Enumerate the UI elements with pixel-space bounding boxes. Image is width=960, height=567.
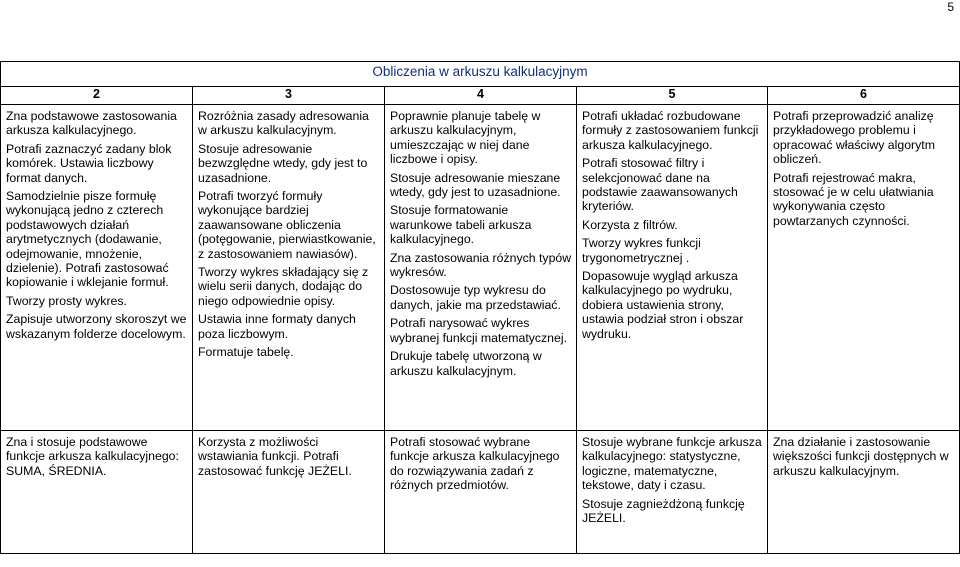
- table-cell: [385, 431, 577, 554]
- requirement-text: Stosuje adresowanie bezwzględne wtedy, gdy jest to uzasadnione.: [198, 141, 368, 185]
- grade-header: 2: [1, 87, 193, 105]
- grade-header: 6: [768, 87, 960, 105]
- table-title-cell: [1, 62, 960, 87]
- table-cell: [577, 431, 768, 554]
- requirement-text: Tworzy prosty wykres.: [6, 293, 127, 308]
- table-cell: [1, 431, 193, 554]
- requirement-text: Potrafi rejestrować makra, stosować je w celu ułatwiania wykonywania często powtarzanych czynności.: [773, 170, 934, 228]
- requirement-text: Korzysta z możliwości wstawiania funkcji. Potrafi zastosować funkcję JEŻELI.: [198, 435, 352, 478]
- table-cell: [768, 105, 960, 431]
- requirement-text: Zna podstawowe zastosowania arkusza kalkulacyjnego.: [6, 109, 177, 138]
- requirement-text: Zna zastosowania różnych typów wykresów.: [390, 250, 572, 280]
- requirement-text: Potrafi stosować wybrane funkcje arkusza kalkulacyjnego do rozwiązywania zadań z różnych przedmiotów.: [390, 435, 560, 493]
- grade-header: 4: [385, 87, 577, 105]
- requirement-text: Stosuje adresowanie mieszane wtedy, gdy jest to uzasadnione.: [390, 170, 561, 200]
- requirement-text: Poprawnie planuje tabelę w arkuszu kalkulacyjnym, umieszczając w niej dane liczbowe i opisy.: [390, 109, 541, 167]
- table-cell: [577, 105, 768, 431]
- requirement-text: Zna działanie i zastosowanie większości funkcji dostępnych w arkuszu kalkulacyjnym.: [773, 435, 949, 478]
- table-row: [1, 105, 960, 431]
- requirement-text: Dopasowuje wygląd arkusza kalkulacyjnego po wydruku, dobiera ustawienia strony, ustawia podział stron i obszar wydruku.: [582, 269, 744, 341]
- requirement-text: Korzysta z filtrów.: [582, 217, 678, 232]
- table-title-row: [1, 62, 960, 87]
- table-cell: [1, 105, 193, 431]
- table-cell: [193, 431, 385, 554]
- requirement-text: Potrafi układać rozbudowane formuły z zastosowaniem funkcji arkusza kalkulacyjnego.: [582, 109, 759, 152]
- table-cell: [385, 105, 577, 431]
- grade-header: 3: [193, 87, 385, 105]
- table-title: Obliczenia w arkuszu kalkulacyjnym: [372, 64, 588, 79]
- requirement-text: Potrafi przeprowadzić analizę przykładowego problemu i opracować właściwy algorytm obliczeń.: [773, 109, 935, 167]
- requirement-text: Rozróżnia zasady adresowania w arkuszu kalkulacyjnym.: [198, 109, 369, 138]
- table-row: [1, 431, 960, 554]
- requirement-text: Zapisuje utworzony skoroszyt we wskazanym folderze docelowym.: [6, 312, 187, 341]
- grade-header: 5: [577, 87, 768, 105]
- requirement-text: Stosuje zagnieżdżoną funkcję JEŻELI.: [582, 496, 745, 526]
- requirement-text: Potrafi narysować wykres wybranej funkcji matematycznej.: [390, 316, 568, 345]
- requirement-text: Dostosowuje typ wykresu do danych, jakie ma przedstawiać.: [390, 283, 561, 312]
- requirement-text: Drukuje tabelę utworzoną w arkuszu kalkulacyjnym.: [390, 349, 542, 378]
- requirement-text: Zna i stosuje podstawowe funkcje arkusza kalkulacyjnego: SUMA, ŚREDNIA.: [6, 435, 179, 478]
- requirement-text: Samodzielnie pisze formułę wykonującą jedno z czterech podstawowych działań arytmetycznych (dodawanie, odejmowanie, mnożenie, dzielenie). Potrafi zastosować kopiowanie i wklejanie formuł.: [6, 189, 169, 290]
- requirement-text: Potrafi zaznaczyć zadany blok komórek. Ustawia liczbowy format danych.: [6, 141, 172, 185]
- requirement-text: Tworzy wykres funkcji trygonometrycznej .: [582, 236, 701, 265]
- requirement-text: Potrafi stosować filtry i selekcjonować dane na podstawie zaawansowanych kryteriów.: [582, 156, 738, 214]
- requirement-text: Tworzy wykres składający się z wielu serii danych, dodając do niego odpowiednie opisy.: [198, 265, 369, 308]
- grade-header-row: [1, 87, 960, 105]
- requirement-text: Formatuje tabelę.: [198, 345, 294, 360]
- page-number: 5: [947, 0, 954, 14]
- requirement-text: Ustawia inne formaty danych poza liczbowym.: [198, 312, 356, 341]
- requirement-text: Stosuje wybrane funkcje arkusza kalkulacyjnego: statystyczne, logiczne, matematyczne, tekstowe, daty i czasu.: [582, 435, 762, 493]
- requirement-text: Potrafi tworzyć formuły wykonujące bardziej zaawansowane obliczenia (potęgowanie, pierwiastkowanie, z zastosowaniem nawiasów).: [198, 189, 376, 261]
- table-cell: [768, 431, 960, 554]
- requirement-text: Stosuje formatowanie warunkowe tabeli arkusza kalkulacyjnego.: [390, 203, 532, 247]
- competency-table: [0, 61, 960, 554]
- table-cell: [193, 105, 385, 431]
